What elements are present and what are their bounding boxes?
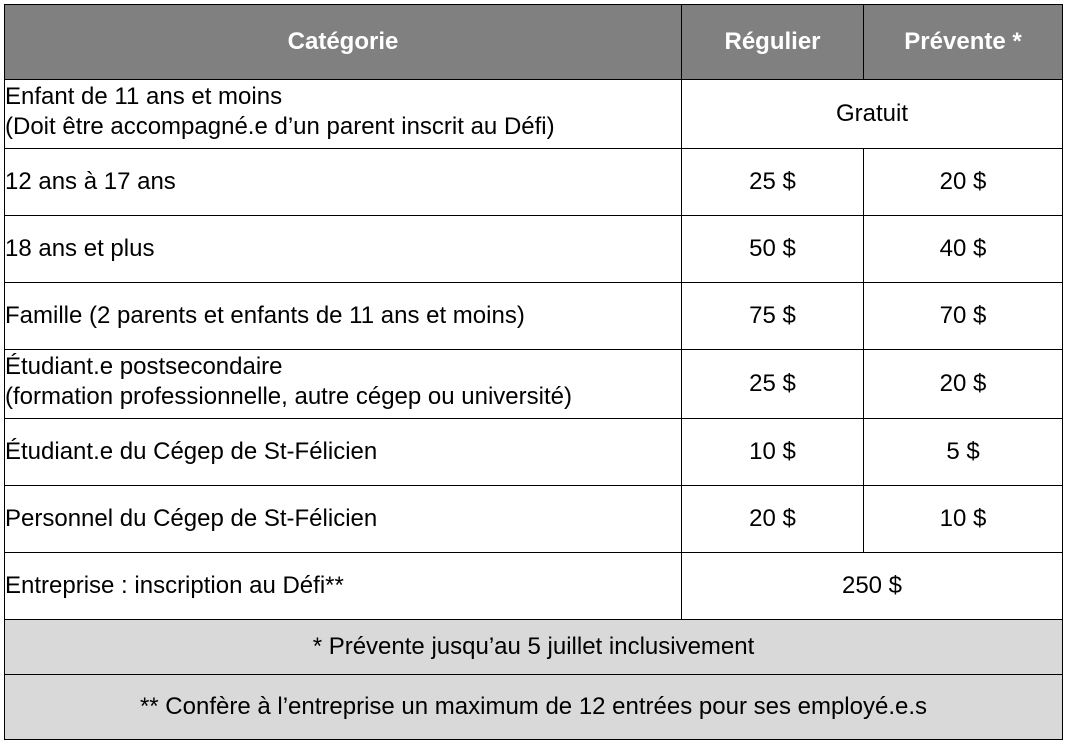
table-row (5, 283, 1063, 350)
table-row (5, 216, 1063, 283)
price-regular: 20 $ (682, 486, 864, 553)
price-presale: 20 $ (864, 149, 1063, 216)
price-regular: 25 $ (682, 350, 864, 419)
note-row (5, 620, 1063, 675)
category-line: Étudiant.e postsecondaire (5, 353, 283, 380)
category-cell: Étudiant.e du Cégep de St-Félicien (5, 419, 682, 486)
price-merged: 250 $ (682, 553, 1063, 620)
header-regular: Régulier (682, 5, 864, 80)
category-subline: (formation professionnelle, autre cégep ou université) (5, 383, 572, 410)
category-line: Enfant de 11 ans et moins (5, 83, 283, 110)
category-cell: Personnel du Cégep de St-Félicien (5, 486, 682, 553)
price-regular: 75 $ (682, 283, 864, 350)
price-presale: 20 $ (864, 350, 1063, 419)
category-cell: 18 ans et plus (5, 216, 682, 283)
category-cell (5, 80, 682, 149)
table-row (5, 350, 1063, 419)
table-row (5, 553, 1063, 620)
category-cell: Entreprise : inscription au Défi** (5, 553, 682, 620)
table-row (5, 486, 1063, 553)
table-row (5, 80, 1063, 149)
presale-note: * Prévente jusqu’au 5 juillet inclusivement (5, 620, 1063, 675)
category-cell: Famille (2 parents et enfants de 11 ans et moins) (5, 283, 682, 350)
enterprise-note: ** Confère à l’entreprise un maximum de 12 entrées pour ses employé.e.s (5, 675, 1063, 740)
category-cell: 12 ans à 17 ans (5, 149, 682, 216)
price-merged: Gratuit (682, 80, 1063, 149)
price-presale: 70 $ (864, 283, 1063, 350)
price-regular: 25 $ (682, 149, 864, 216)
price-regular: 10 $ (682, 419, 864, 486)
header-presale: Prévente * (864, 5, 1063, 80)
table-header-row (5, 5, 1063, 80)
category-cell (5, 350, 682, 419)
price-presale: 10 $ (864, 486, 1063, 553)
header-category: Catégorie (5, 5, 682, 80)
price-presale: 5 $ (864, 419, 1063, 486)
note-row (5, 675, 1063, 740)
table-row (5, 149, 1063, 216)
category-subline: (Doit être accompagné.e d’un parent inscrit au Défi) (5, 113, 555, 140)
table-row (5, 419, 1063, 486)
price-table (4, 4, 1063, 740)
price-presale: 40 $ (864, 216, 1063, 283)
price-regular: 50 $ (682, 216, 864, 283)
